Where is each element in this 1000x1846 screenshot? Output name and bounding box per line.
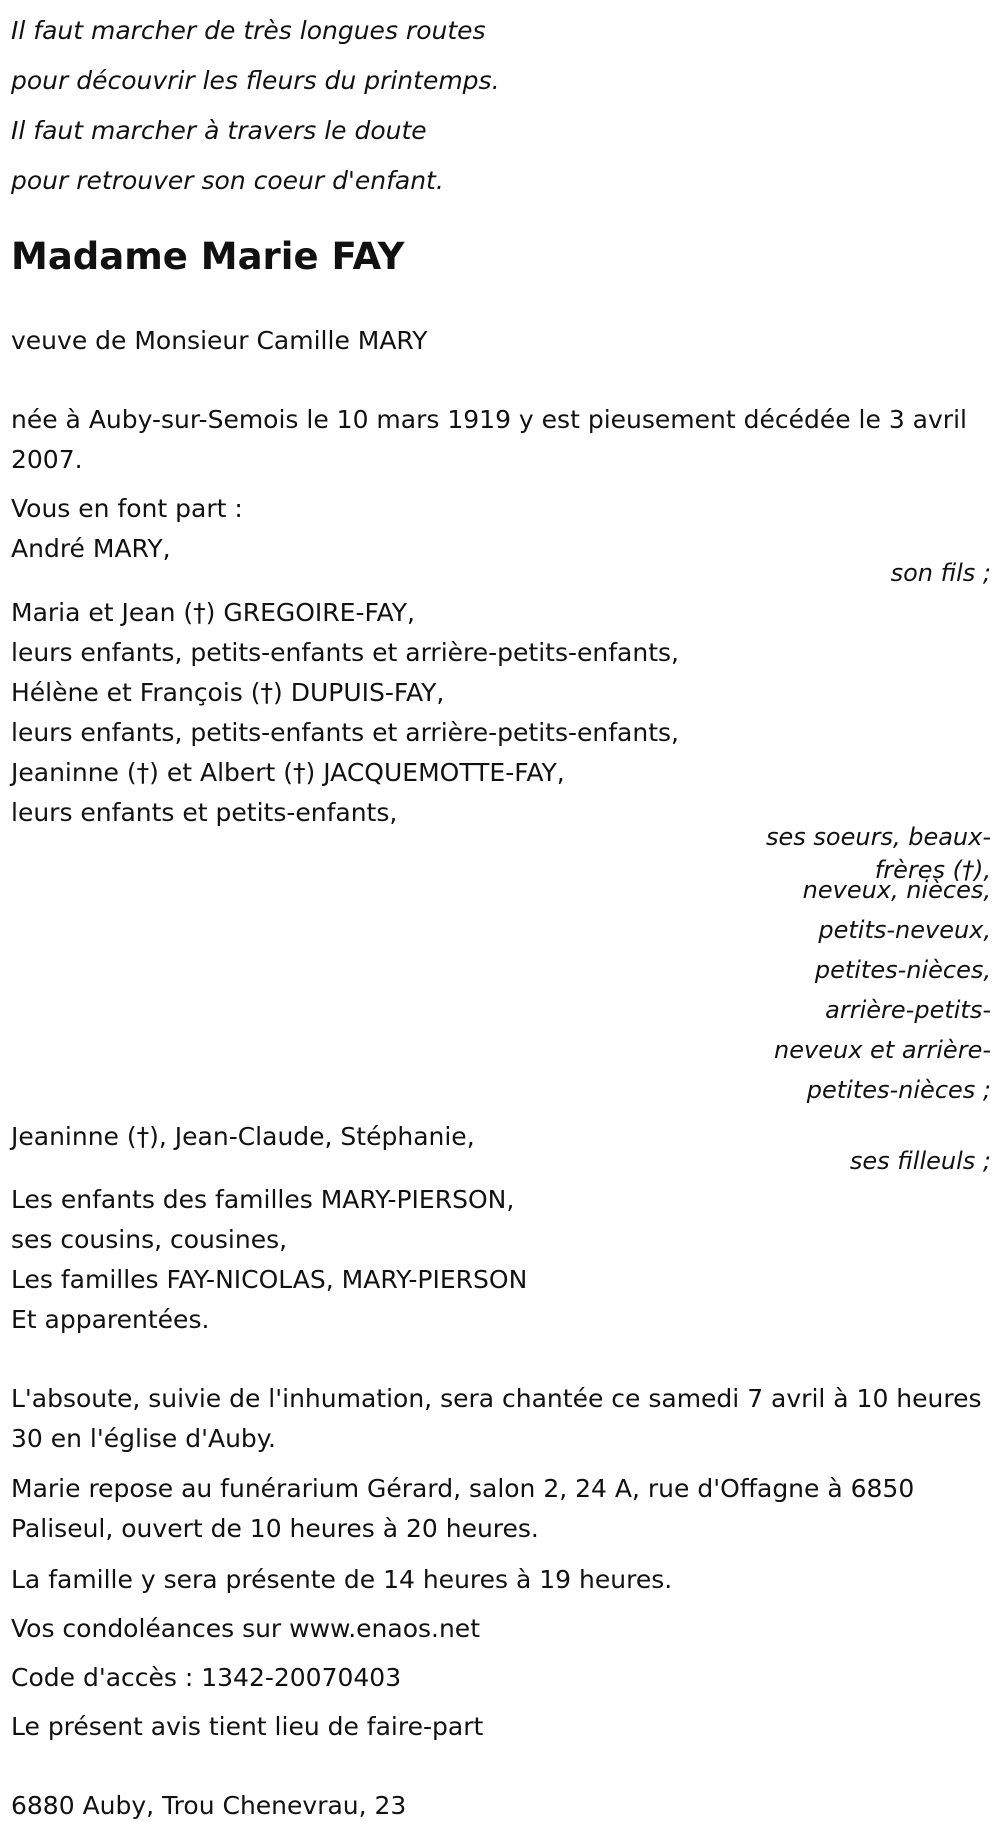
sisters-line: Hélène et François (†) DUPUIS-FAY, (11, 678, 445, 707)
families-line: Et apparentées. (11, 1305, 210, 1334)
sisters-relation-line: neveux et arrière- (774, 1036, 991, 1064)
families-line: Les familles FAY-NICOLAS, MARY-PIERSON (11, 1265, 528, 1294)
sisters-line: Jeaninne (†) et Albert (†) JACQUEMOTTE-FAY, (11, 758, 565, 787)
sisters-relation-line: petites-nièces ; (806, 1076, 991, 1104)
widow-of: veuve de Monsieur Camille MARY (11, 326, 428, 355)
poem-line: Il faut marcher de très longues routes (11, 16, 486, 45)
sisters-relation-line: ses soeurs, beaux- (766, 823, 991, 851)
poem-line: Il faut marcher à travers le doute (11, 116, 427, 145)
sisters-relation-line: frères (†), (874, 856, 991, 884)
ceremony-text: L'absoute, suivie de l'inhumation, sera chantée ce samedi 7 avril à 10 heures 30 en l'église d'Auby. (11, 1384, 982, 1453)
poem-line: pour retrouver son coeur d'enfant. (11, 166, 444, 195)
family-presence: La famille y sera présente de 14 heures à 19 heures. (11, 1565, 673, 1594)
notice-text: Le présent avis tient lieu de faire-part (11, 1712, 484, 1741)
sisters-line: leurs enfants, petits-enfants et arrière-petits-enfants, (11, 718, 679, 747)
address: 6880 Auby, Trou Chenevrau, 23 (11, 1791, 407, 1820)
families-block (11, 1180, 527, 1340)
poem-line: pour découvrir les fleurs du printemps. (11, 66, 500, 95)
families-line: ses cousins, cousines, (11, 1225, 288, 1254)
sisters-relation-line: neveux, nièces, (802, 876, 991, 904)
godchildren-names: Jeaninne (†), Jean-Claude, Stéphanie, (11, 1122, 475, 1151)
sisters-line: leurs enfants et petits-enfants, (11, 798, 398, 827)
condolences-text: Vos condoléances sur www.enaos.net (11, 1614, 480, 1643)
birth-death: née à Auby-sur-Semois le 10 mars 1919 y est pieusement décédée le 3 avril 2007. (11, 405, 967, 474)
families-line: Les enfants des familles MARY-PIERSON, (11, 1185, 515, 1214)
godchildren-relation: ses filleuls ; (849, 1147, 991, 1175)
sisters-line: Maria et Jean (†) GREGOIRE-FAY, (11, 598, 415, 627)
obituary-notice (11, 0, 991, 1846)
sisters-relation-continued (741, 870, 991, 1110)
sisters-block (11, 593, 679, 833)
sisters-relation-line: petits-neveux, (818, 916, 991, 944)
poem (11, 6, 500, 206)
announce-text: Vous en font part : (11, 494, 243, 523)
sisters-line: leurs enfants, petits-enfants et arrière-petits-enfants, (11, 638, 679, 667)
sisters-relation-line: arrière-petits- (825, 996, 991, 1024)
son-relation: son fils ; (890, 559, 991, 587)
deceased-name: Madame Marie FAY (11, 235, 405, 278)
sisters-relation-line: petites-nièces, (814, 956, 991, 984)
access-code: Code d'accès : 1342-20070403 (11, 1663, 402, 1692)
son-name: André MARY, (11, 534, 171, 563)
funeral-home-text: Marie repose au funérarium Gérard, salon 2, 24 A, rue d'Offagne à 6850 Paliseul, ouvert de 10 heures à 20 heures. (11, 1474, 915, 1543)
